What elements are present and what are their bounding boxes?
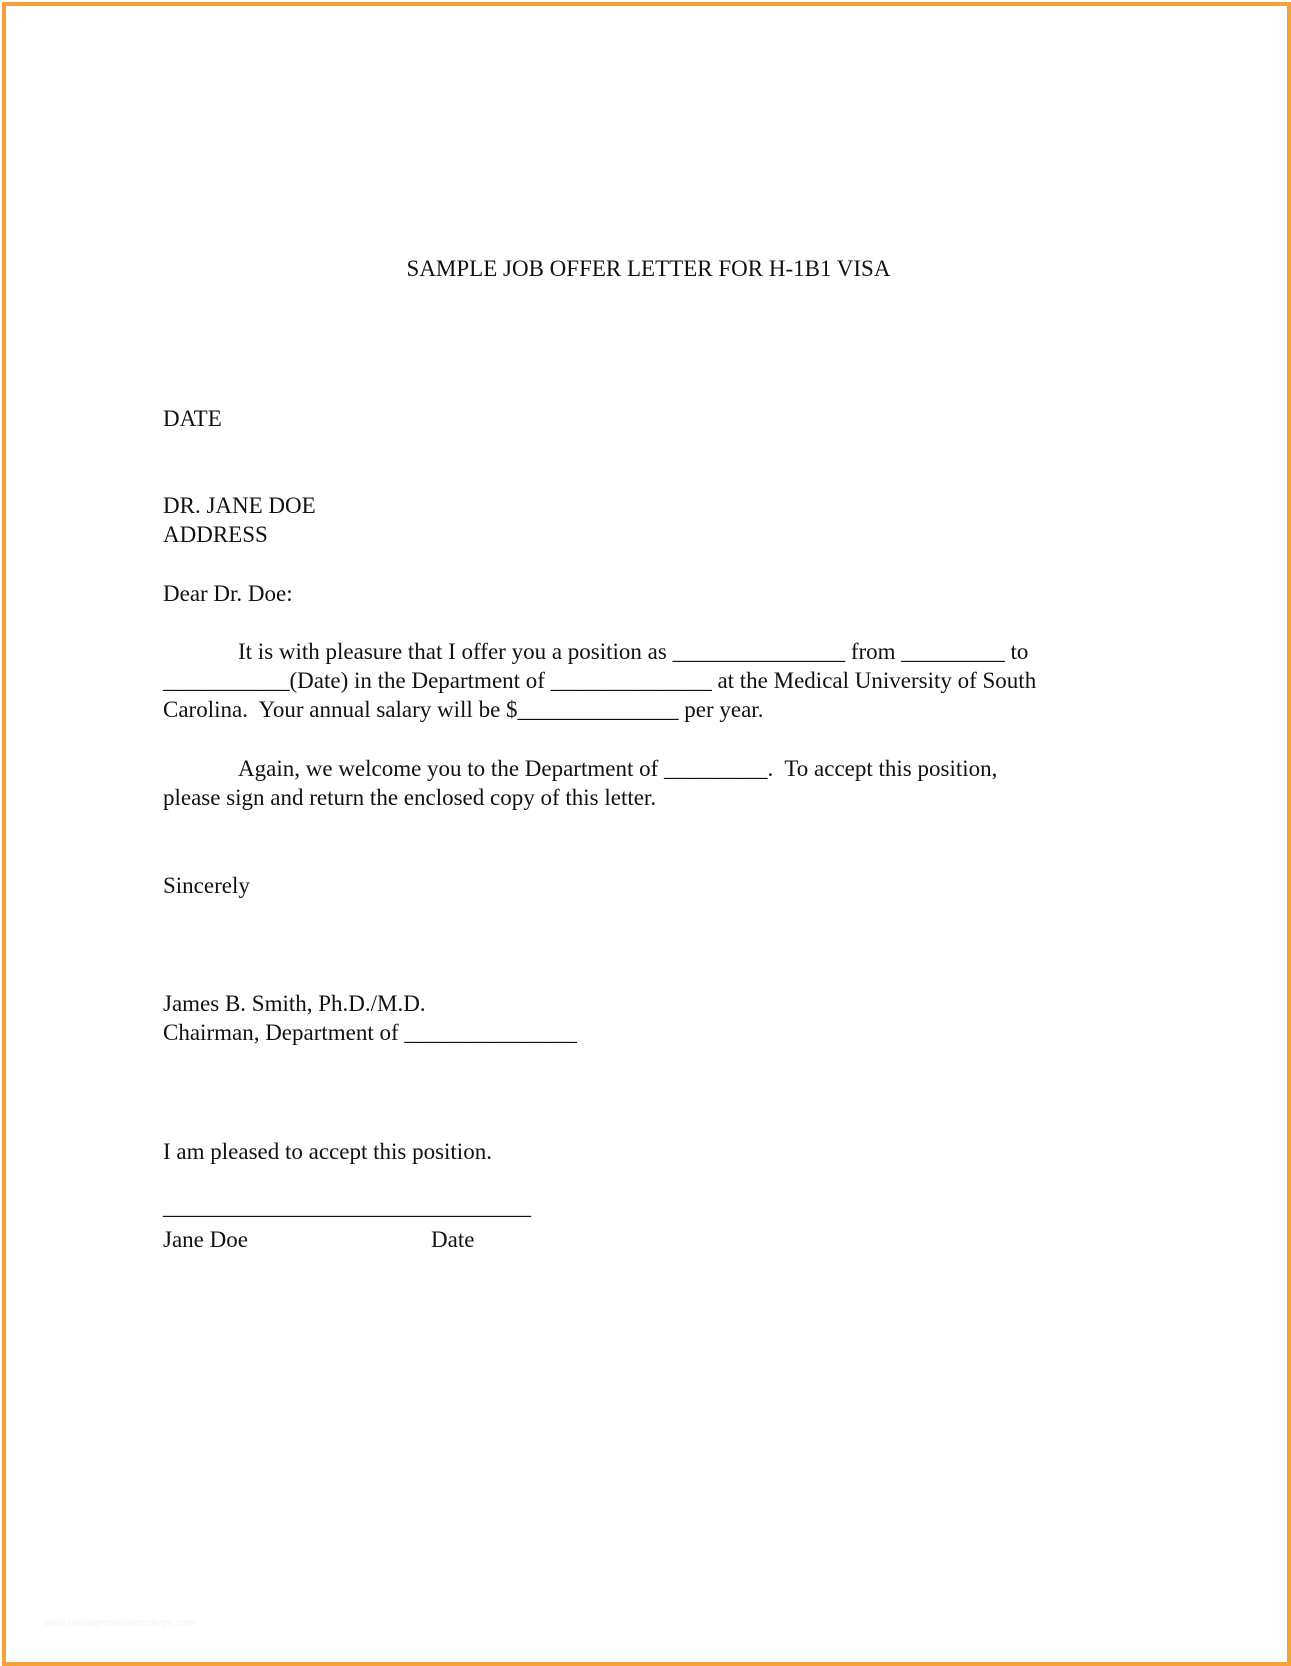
closing: Sincerely <box>163 873 250 898</box>
signer-name: James B. Smith, Ph.D./M.D. <box>163 991 426 1016</box>
signature-line: ________________________________ <box>163 1194 531 1219</box>
letter-date: DATE <box>163 406 222 431</box>
watermark-text: www.heritagechristiancollege.com <box>44 1618 195 1629</box>
signer-title: Chairman, Department of _______________ <box>163 1020 577 1045</box>
recipient-address: ADDRESS <box>163 522 268 547</box>
paragraph1-line3: Carolina. Your annual salary will be $______________ per year. <box>163 697 764 722</box>
acceptance-statement: I am pleased to accept this position. <box>163 1139 492 1164</box>
letter-title: SAMPLE JOB OFFER LETTER FOR H-1B1 VISA <box>406 256 891 281</box>
salutation: Dear Dr. Doe: <box>163 581 293 606</box>
recipient-name: DR. JANE DOE <box>163 493 316 518</box>
paragraph2-line2: please sign and return the enclosed copy of this letter. <box>163 785 657 810</box>
signature-date-label: Date <box>431 1227 475 1252</box>
paragraph1-line1: It is with pleasure that I offer you a position as _______________ from _________ to <box>238 639 1029 664</box>
paragraph2-line1: Again, we welcome you to the Department of _________. To accept this position, <box>238 756 998 781</box>
offer-letter <box>6 6 1291 1666</box>
paragraph1-line2: ___________(Date) in the Department of ______________ at the Medical University of South <box>163 668 1037 693</box>
page-frame <box>2 2 1291 1666</box>
signature-name-label: Jane Doe <box>163 1227 248 1252</box>
